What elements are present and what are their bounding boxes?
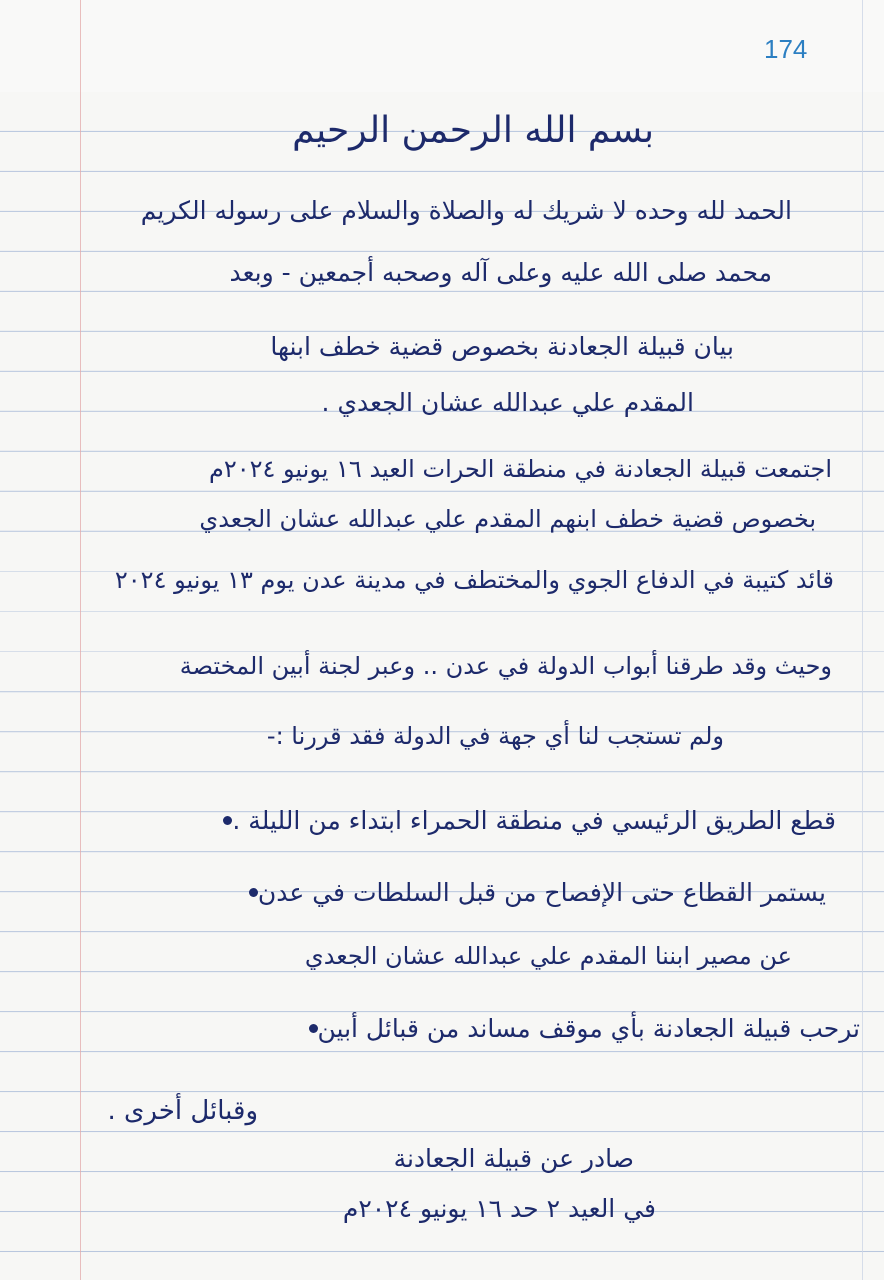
bullet-dot-icon: [309, 1024, 318, 1033]
signature-date-line: في العيد ٢ حد ١٦ يونيو ٢٠٢٤م: [342, 1194, 656, 1223]
bullet-dot-icon: [223, 816, 232, 825]
signature-line-1: صادر عن قبيلة الجعادنة: [393, 1144, 634, 1173]
bullet-item-3: [299, 1014, 861, 1043]
subject-line-2: المقدم علي عبدالله عشان الجعدي .: [321, 388, 694, 417]
subject-line-1: بيان قبيلة الجعادنة بخصوص قضية خطف ابنها: [270, 332, 734, 361]
intro-line-1: الحمد لله وحده لا شريك له والصلاة والسلام على رسوله الكريم: [140, 196, 792, 225]
body-line-5: ولم تستجب لنا أي جهة في الدولة فقد قررنا :-: [266, 722, 724, 750]
basmala-title: بسم الله الرحمن الرحيم: [292, 110, 654, 151]
intro-line-2: محمد صلى الله عليه وعلى آله وصحبه أجمعين - وبعد: [229, 258, 772, 287]
body-line-4: وحيث وقد طرقنا أبواب الدولة في عدن .. وعبر لجنة أبين المختصة: [179, 652, 832, 680]
page-header-band: [0, 0, 884, 92]
bullet-text: ترحب قبيلة الجعادنة بأي موقف مساند من قبائل أبين: [317, 1014, 860, 1043]
bullet-item-3-continuation: وقبائل أخرى .: [107, 1096, 258, 1126]
bullet-dot-icon: [249, 888, 258, 897]
bullet-text: قطع الطريق الرئيسي في منطقة الحمراء ابتداء من الليلة .: [232, 806, 836, 835]
body-line-3: قائد كتيبة في الدفاع الجوي والمختطف في مدينة عدن يوم ١٣ يونيو ٢٠٢٤: [114, 566, 834, 594]
page-number: 174: [764, 34, 808, 64]
bullet-item-1: [213, 806, 836, 835]
body-line-2: بخصوص قضية خطف ابنهم المقدم علي عبدالله عشان الجعدي: [199, 505, 816, 533]
left-margin-line: [80, 0, 81, 1280]
bullet-item-2-continuation: عن مصير ابننا المقدم علي عبدالله عشان الجعدي: [304, 942, 792, 970]
bullet-text: يستمر القطاع حتى الإفصاح من قبل السلطات في عدن: [257, 878, 826, 907]
bullet-item-2: [239, 878, 826, 907]
body-line-1: اجتمعت قبيلة الجعادنة في منطقة الحرات العيد ١٦ يونيو ٢٠٢٤م: [208, 455, 832, 483]
right-margin-line: [862, 0, 863, 1280]
